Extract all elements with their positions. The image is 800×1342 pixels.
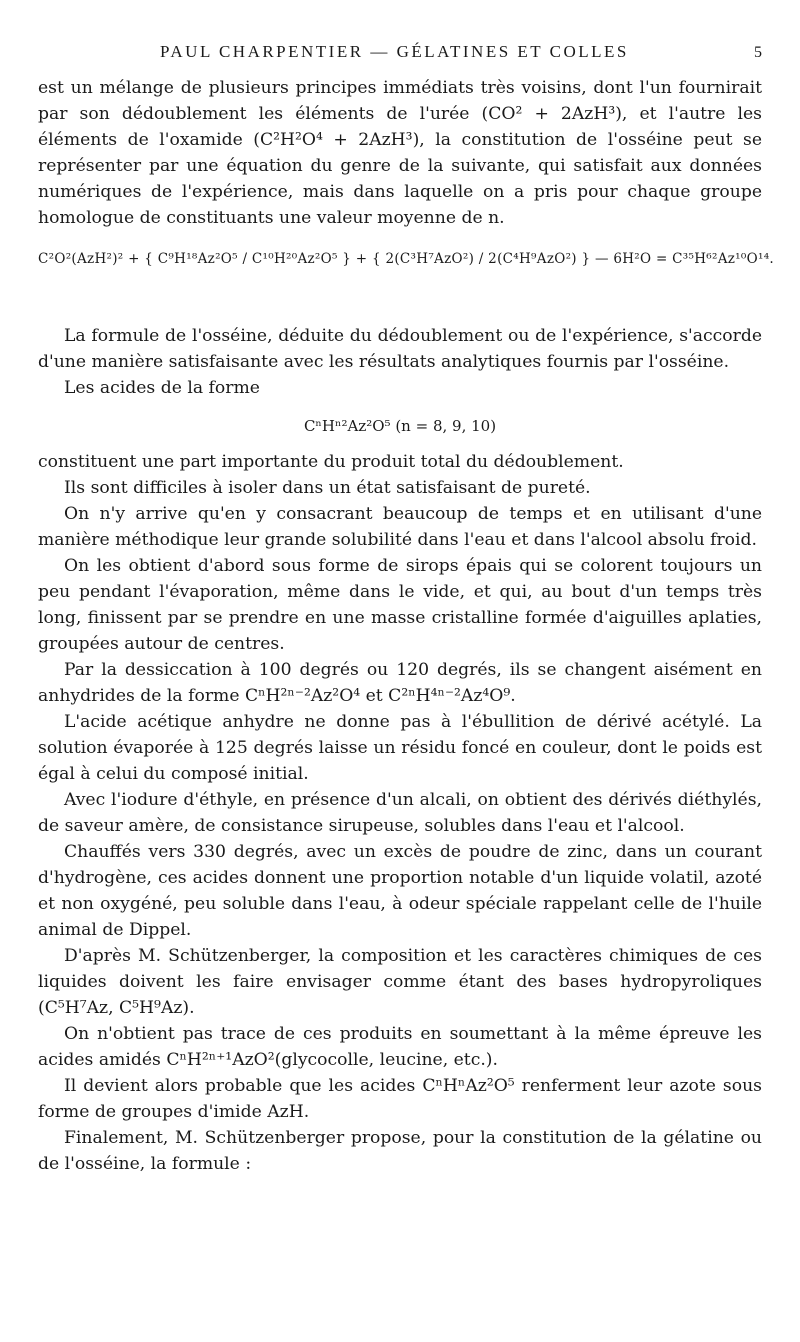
chemical-equation: [38, 231, 774, 323]
paragraph: L'acide acétique anhydre ne donne pas à l'ébullition de dérivé acétylé. La solution évaporée à 125 degrés laisse un résidu foncé en couleur, dont le poids est égal à celui du composé initial.: [38, 712, 762, 784]
book-page: [38, 42, 774, 1177]
body-text: [38, 75, 774, 1177]
paragraph: La formule de l'osséine, déduite du dédoublement ou de l'expérience, s'accorde d'une manière satisfaisante avec les résultats analytiques fournis par l'osséine.: [38, 326, 762, 372]
paragraph: D'après M. Schützenberger, la composition et les caractères chimiques de ces liquides doivent les faire envisager comme étant des bases hydropyroliques (C⁵H⁷Az, C⁵H⁹Az).: [38, 946, 762, 1018]
paragraph: Les acides de la forme: [64, 378, 260, 398]
paragraph: Par la dessiccation à 100 degrés ou 120 degrés, ils se changent aisément en anhydrides de la forme CⁿH²ⁿ⁻²Az²O⁴ et C²ⁿH⁴ⁿ⁻²Az⁴O⁹.: [38, 660, 762, 706]
running-title: PAUL CHARPENTIER — GÉLATINES ET COLLES: [160, 42, 629, 61]
paragraph: est un mélange de plusieurs principes immédiats très voisins, dont l'un fournirait par son dédoublement les éléments de l'urée (CO² + 2AzH³), et l'autre les éléments de l'oxamide (C²H²O⁴ + 2AzH³), la constitution de l'osséine peut se représenter par une équation du genre de la suivante, qui satisfait aux données numériques de l'expérience, mais dans laquelle on a pris pour chaque groupe homologue de constituants une valeur moyenne de n.: [38, 78, 762, 228]
equation-text: C²O²(AzH²)² + { C⁹H¹⁸Az²O⁵ / C¹⁰H²⁰Az²O⁵ } + { 2(C³H⁷AzO²) / 2(C⁴H⁹AzO²) } — 6H²O = C³⁵H⁶²Az¹⁰O¹⁴.: [38, 251, 774, 267]
paragraph: Chauffés vers 330 degrés, avec un excès de poudre de zinc, dans un courant d'hydrogène, ces acides donnent une proportion notable d'un liquide volatil, azoté et non oxygéné, peu soluble dans l'eau, à odeur spéciale rappelant celle de l'huile animal de Dippel.: [38, 842, 762, 940]
paragraph: On n'y arrive qu'en y consacrant beaucoup de temps et en utilisant d'une manière méthodique leur grande solubilité dans l'eau et dans l'alcool absolu froid.: [38, 504, 762, 550]
page-number: 5: [754, 44, 762, 61]
general-formula: CⁿHⁿ²Az²O⁵ (n = 8, 9, 10): [303, 417, 497, 435]
paragraph: On n'obtient pas trace de ces produits en soumettant à la même épreuve les acides amidés CⁿH²ⁿ⁺¹AzO²(glycocolle, leucine, etc.).: [38, 1024, 762, 1070]
running-header: [160, 42, 762, 68]
paragraph: Il devient alors probable que les acides CⁿHⁿAz²O⁵ renferment leur azote sous forme de groupes d'imide AzH.: [38, 1076, 762, 1122]
paragraph: Ils sont difficiles à isoler dans un état satisfaisant de pureté.: [64, 478, 591, 498]
paragraph: Avec l'iodure d'éthyle, en présence d'un alcali, on obtient des dérivés diéthylés, de saveur amère, de consistance sirupeuse, solubles dans l'eau et l'alcool.: [38, 790, 762, 836]
paragraph: constituent une part importante du produit total du dédoublement.: [38, 452, 624, 472]
paragraph: On les obtient d'abord sous forme de sirops épais qui se colorent toujours un peu pendant l'évaporation, même dans le vide, et qui, au bout d'un temps très long, finissent par se prendre en une masse cristalline formée d'aiguilles aplaties, groupées autour de centres.: [38, 556, 762, 654]
paragraph: Finalement, M. Schützenberger propose, pour la constitution de la gélatine ou de l'osséine, la formule :: [38, 1128, 762, 1174]
